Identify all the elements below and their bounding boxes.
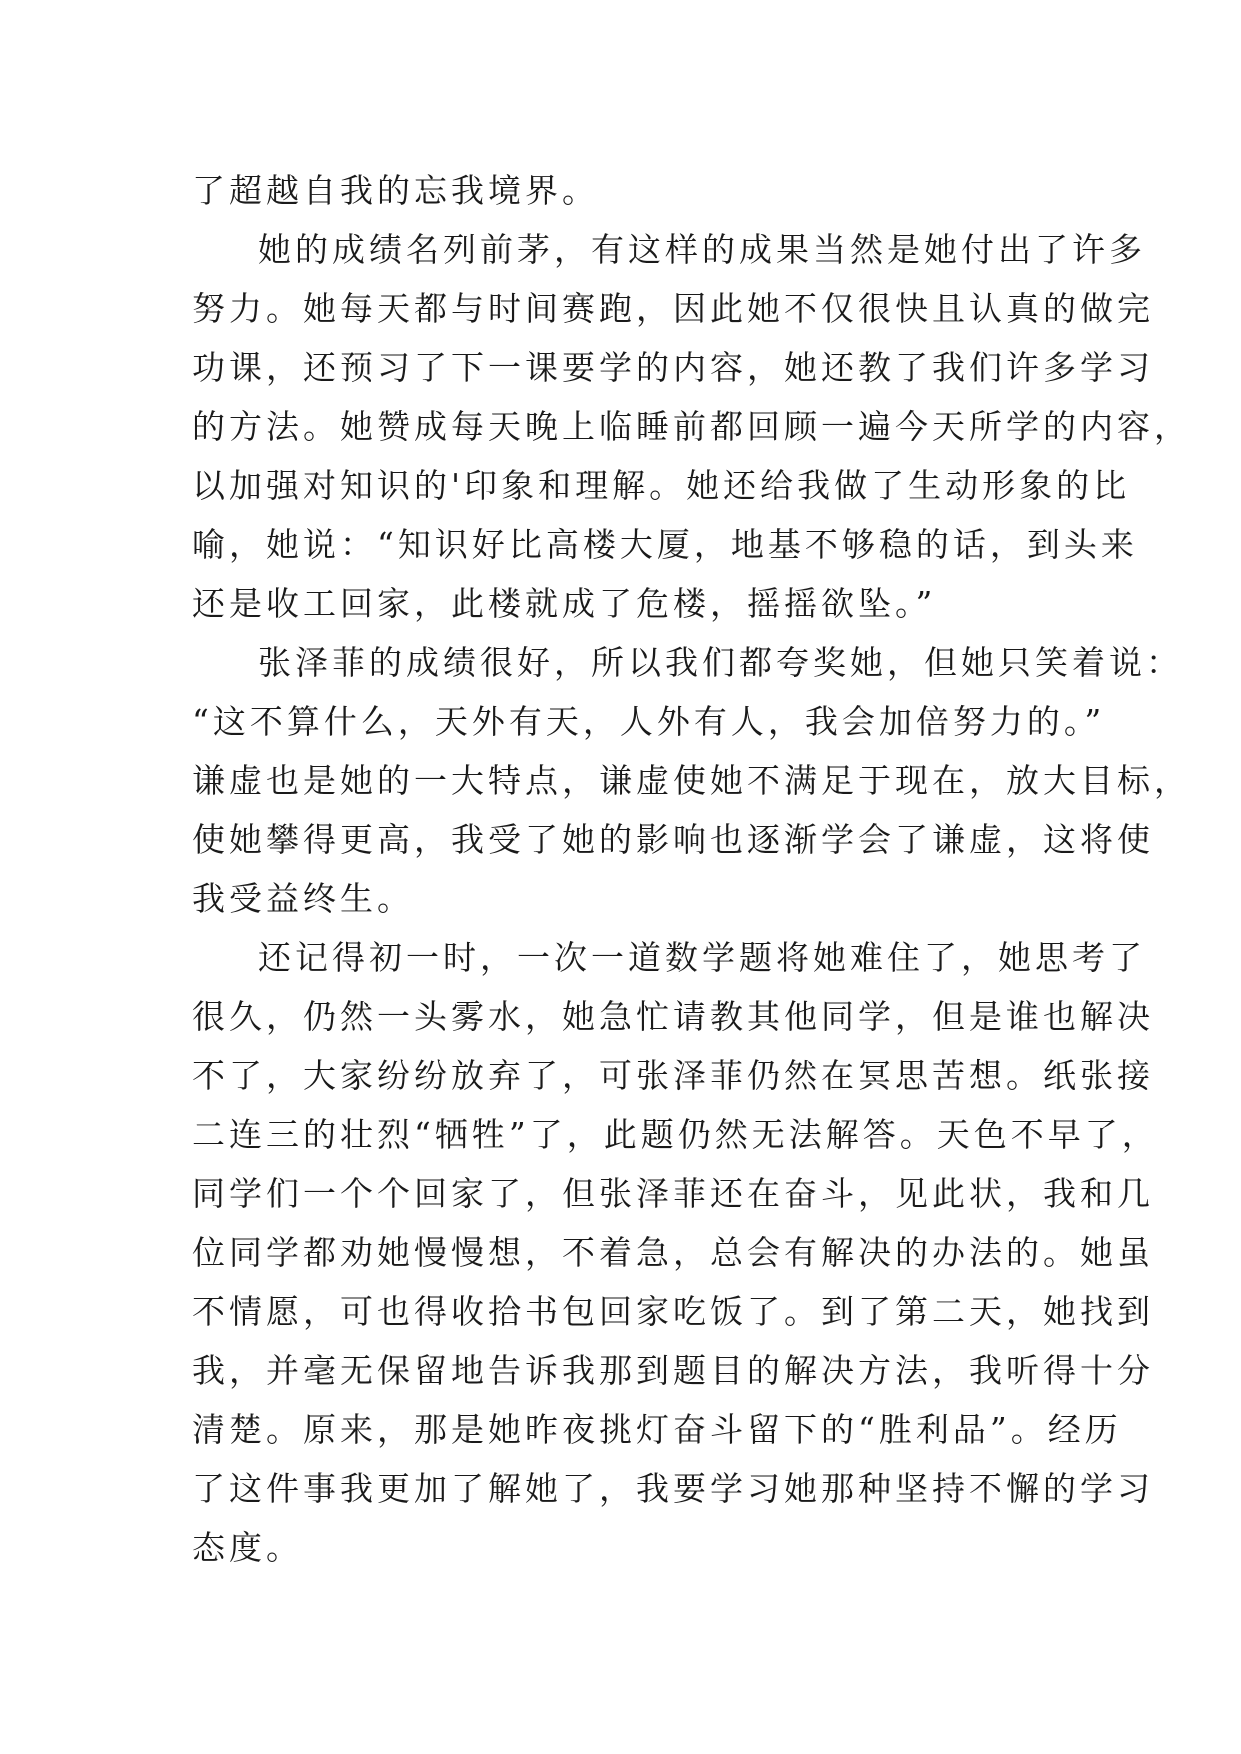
text-line: 不情愿，可也得收拾书包回家吃饭了。到了第二天，她找到 [192,1292,1154,1331]
text-line: 二连三的壮烈“牺牲”了，此题仍然无法解答。天色不早了， [192,1115,1159,1154]
paragraph-2 [192,220,1191,633]
text-line: 喻，她说：“知识好比高楼大厦，地基不够稳的话，到头来 [192,525,1138,564]
text-line: 谦虚也是她的一大特点，谦虚使她不满足于现在，放大目标， [192,761,1191,800]
text-line: 张泽菲的成绩很好，所以我们都夸奖她，但她只笑着说： [258,643,1183,682]
paragraph-3 [192,633,1191,928]
text-line: 以加强对知识的'印象和理解。她还给我做了生动形象的比 [192,466,1131,505]
text-line: 不了，大家纷纷放弃了，可张泽菲仍然在冥思苦想。纸张接 [192,1056,1154,1095]
text-line: 了超越自我的忘我境界。 [192,171,599,210]
text-line: 功课，还预习了下一课要学的内容，她还教了我们许多学习 [192,348,1154,387]
text-line: “这不算什么，天外有天，人外有人，我会加倍努力的。” [192,702,1106,741]
text-line: 清楚。原来，那是她昨夜挑灯奋斗留下的“胜利品”。经历 [192,1410,1122,1449]
document-body [192,161,1191,1577]
text-line: 努力。她每天都与时间赛跑，因此她不仅很快且认真的做完 [192,289,1154,328]
text-line: 很久，仍然一头雾水，她急忙请教其他同学，但是谁也解决 [192,997,1154,1036]
text-line: 我受益终生。 [192,879,414,918]
text-line: 了这件事我更加了解她了，我要学习她那种坚持不懈的学习 [192,1469,1154,1508]
text-line: 同学们一个个回家了，但张泽菲还在奋斗，见此状，我和几 [192,1174,1154,1213]
text-line: 还记得初一时，一次一道数学题将她难住了，她思考了 [258,938,1146,977]
text-line: 我，并毫无保留地告诉我那到题目的解决方法，我听得十分 [192,1351,1154,1390]
text-line: 位同学都劝她慢慢想，不着急，总会有解决的办法的。她虽 [192,1233,1154,1272]
text-line: 还是收工回家，此楼就成了危楼，摇摇欲坠。” [192,584,937,623]
text-line: 的方法。她赞成每天晚上临睡前都回顾一遍今天所学的内容， [192,407,1191,446]
text-line: 态度。 [192,1528,303,1567]
paragraph-4 [192,928,1159,1577]
paragraph-1 [192,161,1050,220]
text-line: 她的成绩名列前茅，有这样的成果当然是她付出了许多 [258,230,1146,269]
text-line: 使她攀得更高，我受了她的影响也逐渐学会了谦虚，这将使 [192,820,1154,859]
